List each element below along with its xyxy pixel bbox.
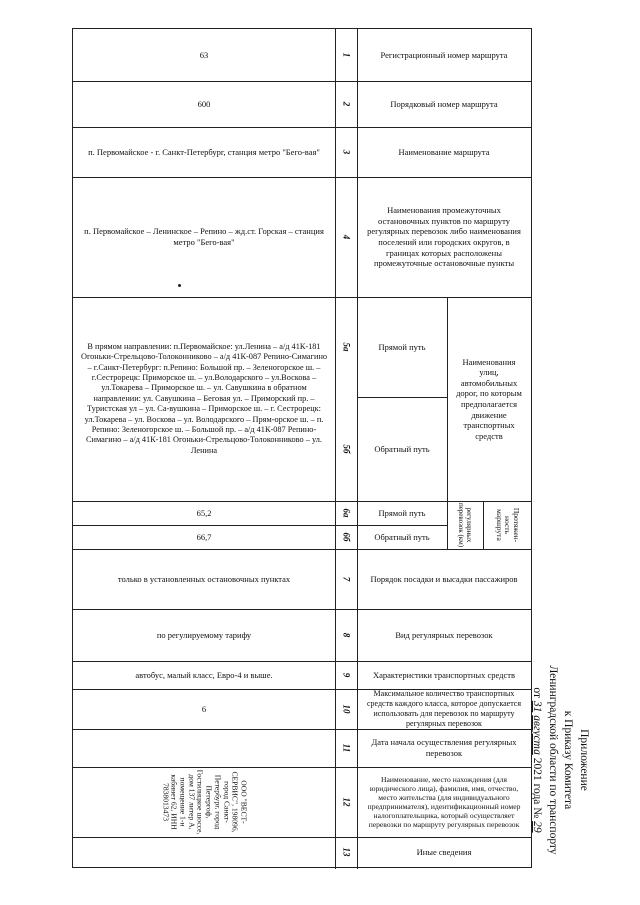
route-length-label: Протяжен-ность маршрута [494,507,521,543]
appendix-header [500,660,620,860]
row-label: Наименование, место нахождения (для юридического лица), фамилия, имя, отчество, место жительства (для индивидуального предпринимателя), идентификационный номер налогоплательщика, который осуществляет перевозки по маршруту регулярных перевозок [367,774,521,830]
appendix-month: августа [531,715,544,755]
row-value: только в установленных остановочных пунктах [117,573,291,584]
row-number: 13 [341,847,351,857]
stray-mark [178,284,181,287]
return-path-label: Обратный путь [374,443,430,454]
row-number: 3 [341,149,351,155]
forward-path-label: Прямой путь [378,341,426,352]
row-number: 10 [341,704,351,714]
row-value: 63 [199,49,209,60]
row-label: Порядковый номер маршрута [390,98,498,109]
row-label: Иные сведения [416,846,472,857]
appendix-day: 31 [531,700,544,713]
row-value [73,729,335,767]
row-value: п. Первомайское – Ленинское – Репино – жд.ст. Горская – станция метро "Бего-вая" [84,226,324,247]
appendix-committee: Ленинградской области по транспорту [547,665,559,855]
row-number: 8 [341,632,351,638]
return-length-label: Обратный путь [374,531,430,542]
forward-length-label: Прямой путь [378,507,426,518]
row-number: 7 [341,576,351,582]
appendix-order-ref: к Приказу Комитета [562,710,575,810]
row-label: Наименование маршрута [398,146,490,157]
row-label: Наименования промежуточных остановочных пунктов по маршруту регулярных перевозок либо наименования поселений или городских округов, в границах которых расположены промежуточные остановочные пункты [367,205,521,269]
appendix-date-line: от 31 августа 2021 года № 29 [531,687,544,833]
row-number: 11 [340,743,351,753]
row-number: 12 [341,797,351,807]
row-label: Дата начала осуществления регулярных перевозок [371,737,517,758]
row-label: Порядок посадки и высадки пассажиров [370,573,518,584]
route-register-table [72,28,532,868]
route-path-description: В прямом направлении: п.Первомайское: ул.Ленина – а/д 41К-181 Огоньки-Стрельцово-Толоконниково – а/д 41К-087 Репино-Симагино – г.Санкт-Петербург: п.Репино: Большой пр. – Зеленогорское ш. – г.Сестрорецк: Приморское ш. – ул.Володарского – ул.Воскова – ул.Токарева – Приморское ш. – ул. Савушкина в обратном направлении: ул. Савушкина – Беговая ул. – Приморский пр. – Туристская ул – ул. Са-вушкина – Приморское ш. – г. Сестрорецк: ул.Токарева – ул. Воскова – ул. Володарского – Прям-орское ш. – п. Репино: Зеленогорское ш. – Большой пр. – а/д 41К-087 Репино-Симагино – а/д 41К-181 Огоньки-Стрельцово-Толоконниково – ул. Ленина [80,342,328,455]
return-length-value: 66,7 [196,531,212,542]
row-value: по регулируемому тарифу [156,629,252,640]
row-number: 4 [341,234,351,240]
row-number: 2 [341,101,351,107]
row-value [73,837,335,867]
row-value: п. Первомайское - г. Санкт-Петербург, станция метро "Бего-вая" [88,146,320,157]
row-label: Характеристики транспортных средств [372,669,516,680]
row-label: Регистрационный номер маршрута [380,49,508,60]
carrier-details-value: ООО "ВЕСТ-СЕРВИС", 198096, город Санкт-Петербург, город Петергоф, Гостилицкое шоссе, дом 137 литер А, помещение 1-н кабинет 62, ИНН 7838013473 [161,769,249,835]
forward-length-value: 65,2 [196,507,212,518]
appendix-title: Приложение [578,729,591,791]
streets-group-label: Наименования улиц, автомобильных дорог, по которым предполагается движение транспортных средств [456,356,522,441]
row-value: автобус, малый класс, Евро-4 и выше. [135,669,273,680]
row-value: 600 [197,98,211,109]
appendix-order-number: 29 [531,821,544,833]
row-value: 6 [201,703,207,714]
row-number-6a: 6а [341,508,351,518]
row-number-6b: 6б [341,532,351,542]
route-length-units-label: регулярных перевозок (км) [457,502,474,548]
row-label: Максимальное количество транспортных средств каждого класса, которое допускается использовать для перевозок по маршруту регулярных перевозок [366,689,522,728]
row-number-5b: 5б [341,444,351,454]
row-number-5a: 5а [341,342,351,352]
row-label: Вид регулярных перевозок [395,629,493,640]
row-number: 9 [341,672,351,678]
row-number: 1 [341,52,351,58]
